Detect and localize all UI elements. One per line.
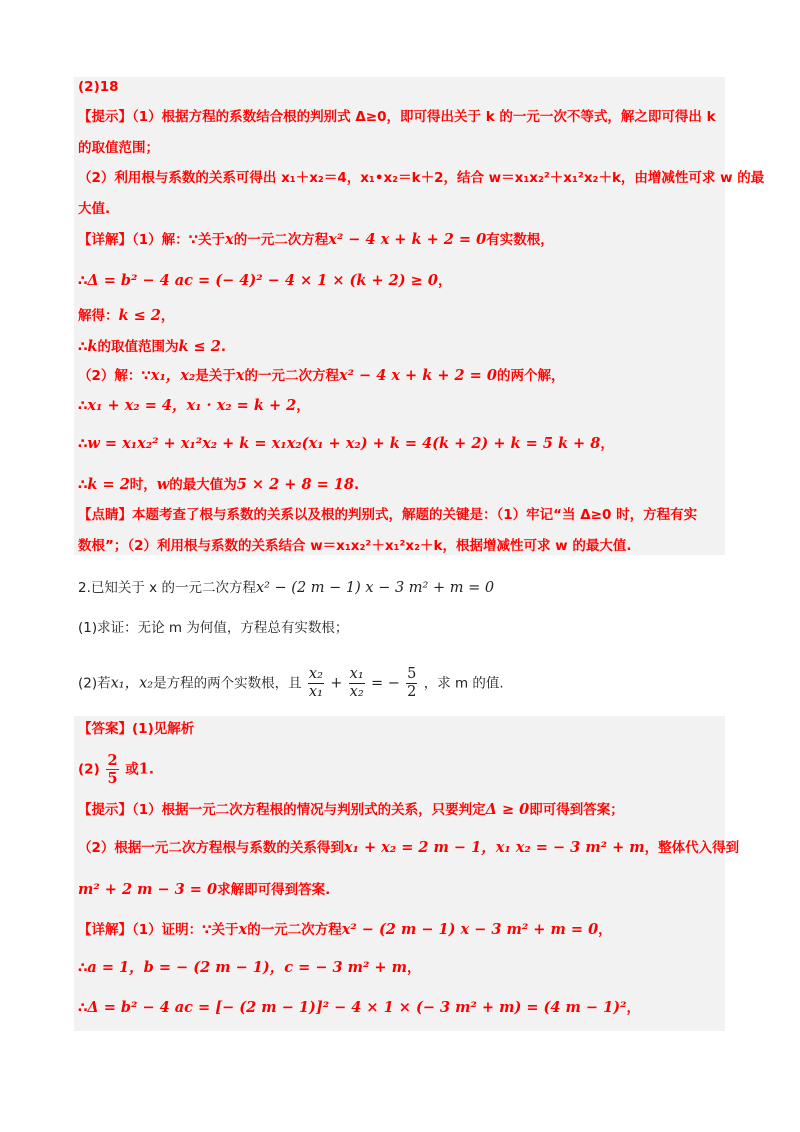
detail-line-2: ∴Δ = b² − 4 ac = (− 4)² − 4 × 1 × (k + 2) ≥ 0，	[78, 272, 452, 289]
detail-line-6: ∴x₁ + x₂ = 4，x₁ · x₂ = k + 2，	[78, 397, 310, 414]
question-2-part-2: (2)若x₁，x₂是方程的两个实数根，且 $\frac{\text{x₂}}{\text{x₁}}$ + $\frac{\text{x₁}}{\text{x₂}}$ = − $\frac{5}{2}$ ，求 m 的值.	[78, 666, 504, 700]
hint2-line-2: （2）根据一元二次方程根与系数的关系得到x₁ + x₂ = 2 m − 1，x₁ x₂ = − 3 m² + m，整体代入得到	[78, 839, 740, 856]
comment-line-2: 数根”；（2）利用根与系数的关系结合 w＝x₁x₂²＋x₁²x₂＋k，根据增减性可求 w 的最大值.	[78, 538, 632, 554]
hint-line-2: 的取值范围；	[78, 140, 159, 156]
question-2-part-1: (1)求证：无论 m 为何值，方程总有实数根；	[78, 620, 349, 636]
hint-line-1: 【提示】（1）根据方程的系数结合根的判别式 Δ≥0，即可得出关于 k 的一元一次不等式，解之即可得出 k	[78, 109, 716, 125]
detail-line-8: ∴k = 2时，w的最大值为5 × 2 + 8 = 18.	[78, 476, 360, 493]
detail2-line-3: ∴Δ = b² − 4 ac = [− (2 m − 1)]² − 4 × 1 × (− 3 m² + m) = (4 m − 1)²，	[78, 999, 640, 1016]
hint-line-4: 大值.	[78, 201, 111, 217]
detail-line-5: （2）解：∵x₁，x₂是关于x的一元二次方程x² − 4 x + k + 2 = 0的两个解，	[78, 367, 565, 384]
detail-line-7: ∴w = x₁x₂² + x₁²x₂ + k = x₁x₂(x₁ + x₂) + k = 4(k + 2) + k = 5 k + 8，	[78, 435, 614, 452]
part-2-answer: (2)18	[78, 79, 119, 95]
question-2-stem: 2.已知关于 x 的一元二次方程x² − (2 m − 1) x − 3 m² + m = 0	[78, 580, 495, 596]
detail-line-1: 【详解】（1）解：∵关于x的一元二次方程x² − 4 x + k + 2 = 0有实数根，	[78, 231, 554, 248]
hint2-line-3: m² + 2 m − 3 = 0求解即可得到答案.	[78, 881, 331, 898]
detail2-line-2: ∴a = 1，b = − (2 m − 1)，c = − 3 m² + m，	[78, 959, 421, 976]
solution-panel-2	[74, 716, 725, 1031]
fraction-x1-over-x2: $\frac{\text{x₁}}{\text{x₂}}$	[349, 666, 364, 700]
detail2-line-1: 【详解】（1）证明：∵关于x的一元二次方程x² − (2 m − 1) x − 3 m² + m = 0，	[78, 921, 612, 938]
detail-line-4: ∴k的取值范围为k ≤ 2.	[78, 338, 226, 355]
comment-line-1: 【点睛】本题考查了根与系数的关系以及根的判别式，解题的关键是：（1）牢记“当 Δ≥0 时，方程有实	[78, 507, 698, 523]
fraction-x2-over-x1: $\frac{\text{x₂}}{\text{x₁}}$	[308, 666, 323, 700]
hint-line-3: （2）利用根与系数的关系可得出 x₁＋x₂＝4，x₁•x₂＝k＋2，结合 w＝x₁x₂²＋x₁²x₂＋k，由增减性可求 w 的最	[78, 170, 765, 186]
fraction-two-fifths: $\frac{2}{5}$	[107, 752, 118, 787]
fraction-five-halves: $\frac{5}{2}$	[407, 666, 417, 700]
answer-part-2: (2) $\frac{2}{5}$ 或1.	[78, 752, 154, 787]
answer-part-1: 【答案】(1)见解析	[78, 721, 195, 737]
detail-line-3: 解得：k ≤ 2，	[78, 307, 175, 324]
hint2-line-1: 【提示】（1）根据一元二次方程根的情况与判别式的关系，只要判定Δ ≥ 0即可得到答案；	[78, 801, 624, 818]
